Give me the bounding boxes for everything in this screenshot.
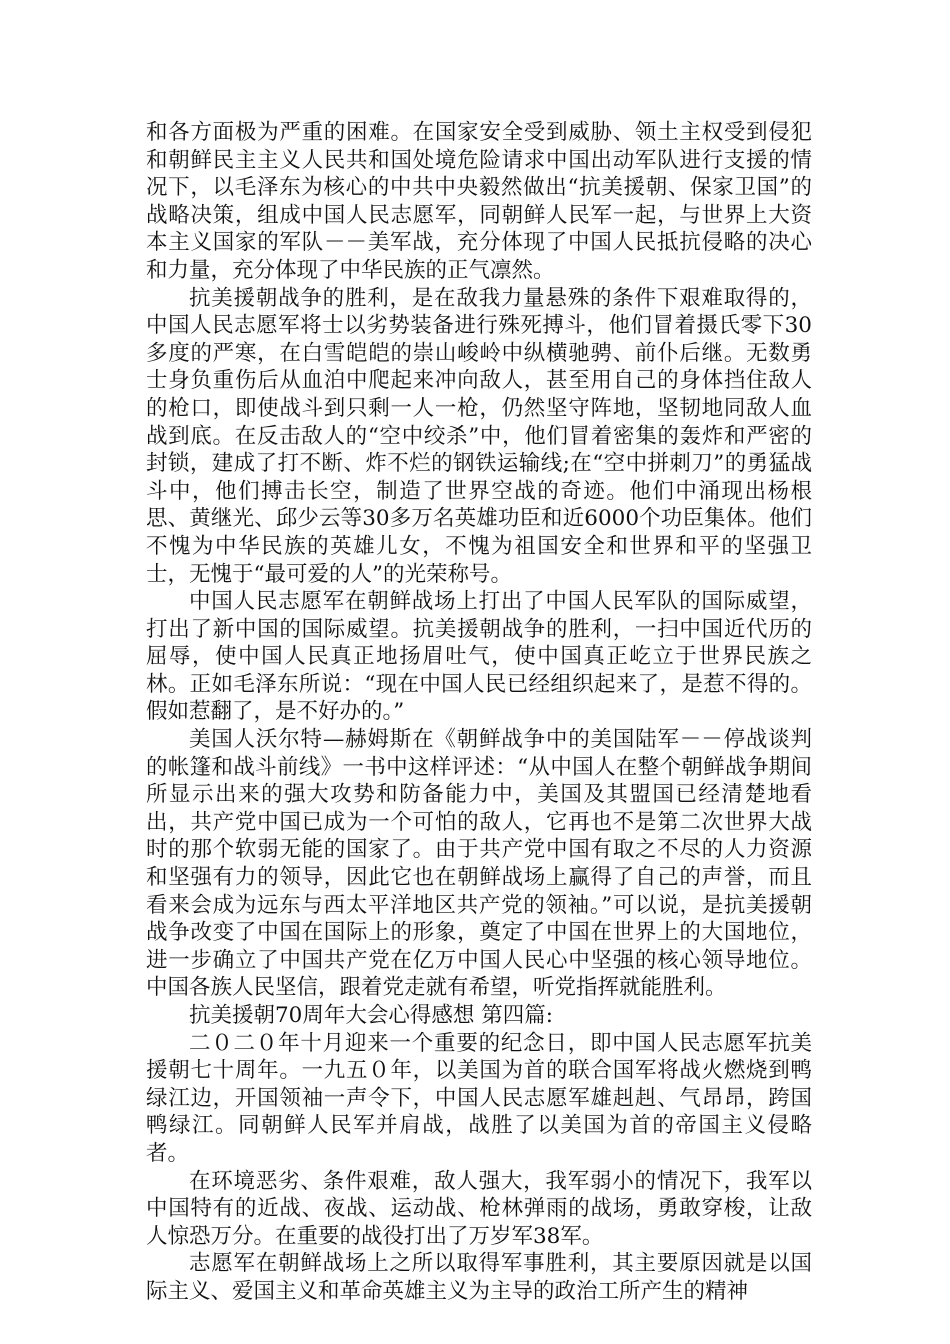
paragraph-victory-conditions: 抗美援朝战争的胜利，是在敌我力量悬殊的条件下艰难取得的，中国人民志愿军将士以劣势装备进行殊死搏斗，他们冒着摄氏零下30多度的严寒，在白雪皑皑的崇山峻岭中纵横驰骋、前仆后继。无数勇士身负重伤后从血泊中爬起来冲向敌人，甚至用自己的身体挡住敌人的枪口，即使战斗到只剩一人一枪，仍然坚守阵地，坚韧地同敌人血战到底。在反击敌人的“空中绞杀”中，他们冒着密集的轰炸和严密的封锁，建成了打不断、炸不烂的钢铁运输线;在“空中拼刺刀”的勇猛战斗中，他们搏击长空，制造了世界空战的奇迹。他们中涌现出杨根思、黄继光、邱少云等30多万名英雄功臣和近6000个功臣集体。他们不愧为中华民族的英雄儿女，不愧为祖国安全和世界和平的坚强卫士，无愧于“最可爱的人”的光荣称号。 (146, 285, 812, 587)
paragraph-harsh-conditions: 在环境恶劣、条件艰难，敌人强大，我军弱小的情况下，我军以中国特有的近战、夜战、运动战、枪林弹雨的战场，勇敢穿梭，让敌人惊恐万分。在重要的战役打出了万岁军38军。 (146, 1168, 812, 1249)
body-text (146, 119, 812, 1306)
paragraph-international-prestige: 中国人民志愿军在朝鲜战场上打出了中国人民军队的国际威望，打出了新中国的国际威望。抗美援朝战争的胜利，一扫中国近代历的屈辱，使中国人民真正地扬眉吐气，使中国真正屹立于世界民族之林。正如毛泽东所说：“现在中国人民已经组织起来了，是惹不得的。假如惹翻了，是不好办的。” (146, 589, 812, 725)
paragraph-anniversary: 二０二０年十月迎来一个重要的纪念日，即中国人民志愿军抗美援朝七十周年。一九五０年，以美国为首的联合国军将战火燃烧到鸭绿江边，开国领袖一声令下，中国人民志愿军雄赳赳、气昂昂，跨国鸭绿江。同朝鲜人民军并肩战，战胜了以美国为首的帝国主义侵略者。 (146, 1030, 812, 1166)
paragraph-military-victory: 志愿军在朝鲜战场上之所以取得军事胜利，其主要原因就是以国际主义、爱国主义和革命英雄主义为主导的政治工所产生的精神 (146, 1251, 812, 1304)
section-heading: 抗美援朝70周年大会心得感想 第四篇: (189, 1003, 553, 1028)
paragraph-hermes-quote: 美国人沃尔特—赫姆斯在《朝鲜战争中的美国陆军－－停战谈判的帐篷和战斗前线》一书中这样评述：“从中国人在整个朝鲜战争期间所显示出来的强大攻势和防备能力中，美国及其盟国已经清楚地看出，共产党中国已成为一个可怕的敌人，它再也不是第二次世界大战时的那个软弱无能的国家了。由于共产党中国有取之不尽的人力资源和坚强有力的领导，因此它也在朝鲜战场上赢得了自己的声誉，而且看来会成为远东与西太平洋地区共产党的领袖。”可以说，是抗美援朝战争改变了中国在国际上的形象，奠定了中国在世界上的大国地位，进一步确立了中国共产党在亿万中国人民心中坚强的核心领导地位。中国各族人民坚信，跟着党走就有希望，听党指挥就能胜利。 (146, 727, 812, 1001)
paragraph-continued: 和各方面极为严重的困难。在国家安全受到威胁、领土主权受到侵犯和朝鲜民主主义人民共和国处境危险请求中国出动军队进行支援的情况下，以毛泽东为核心的中共中央毅然做出“抗美援朝、保家卫国”的战略决策，组成中国人民志愿军，同朝鲜人民军一起，与世界上大资本主义国家的军队－－美军战，充分体现了中国人民抵抗侵略的决心和力量，充分体现了中华民族的正气凛然。 (146, 120, 812, 283)
